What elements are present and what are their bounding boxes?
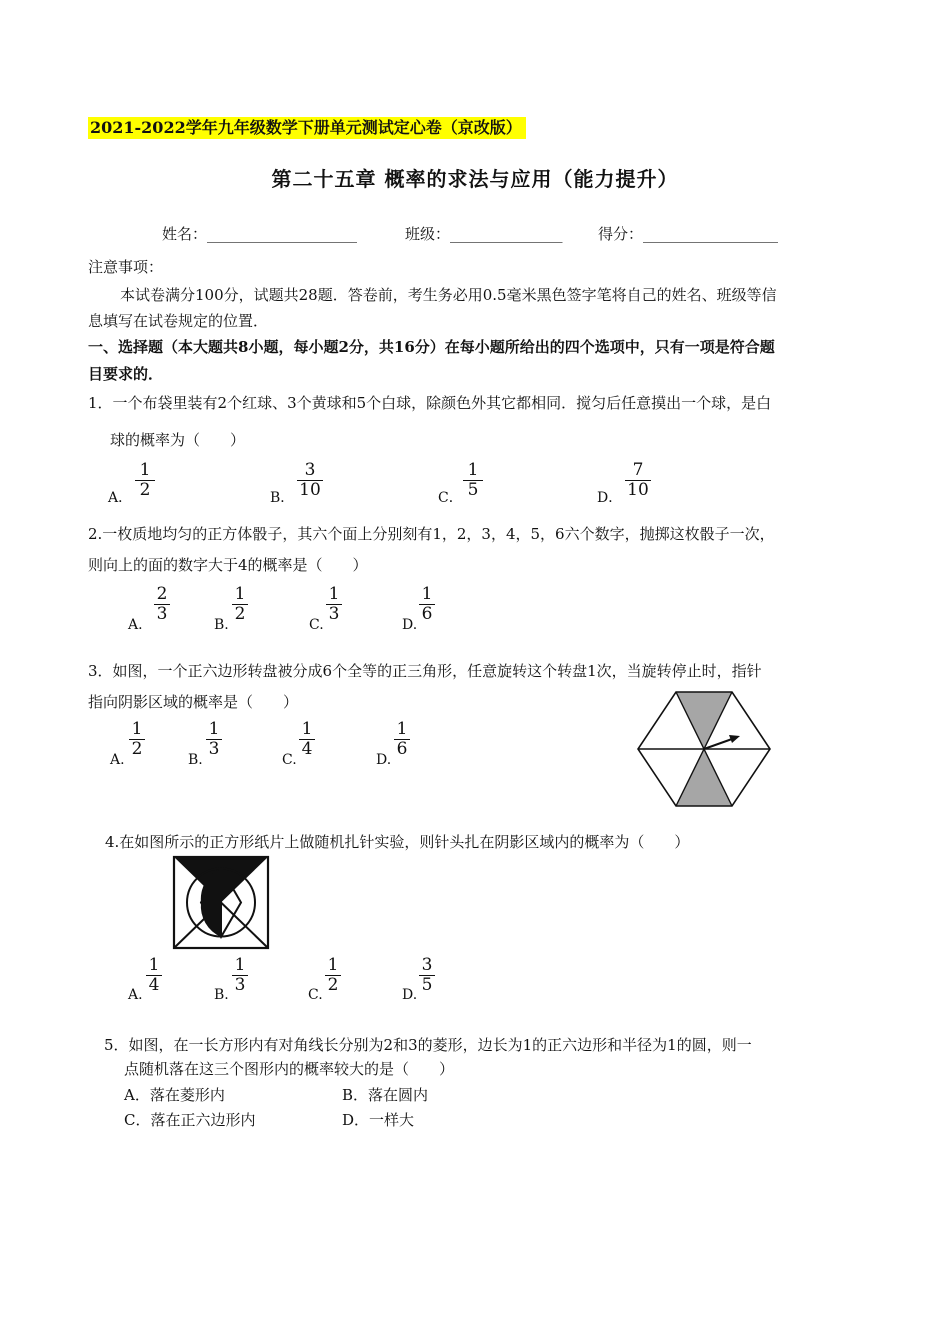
option-letter: C.	[308, 987, 323, 1003]
q5-stem-line-1: 5．如图，在一长方形内有对角线长分别为2和3的菱形，边长为1的正六边形和半径为1的圆，则一	[104, 1036, 752, 1054]
denominator: 4	[301, 739, 313, 759]
q1-stem-line-2: 球的概率为（ ）	[110, 431, 246, 449]
option-letter: B.	[214, 617, 229, 633]
notes-heading: 注意事项：	[88, 258, 164, 276]
shaded-triangle-top	[676, 692, 732, 749]
class-field[interactable]: 班级：_______________	[405, 225, 563, 243]
option-letter: A.	[110, 752, 125, 768]
notes-line-1: 本试卷满分100分，试题共28题．答卷前，考生务必用0.5毫米黑色签字笔将自己的姓名、班级等信	[120, 286, 777, 304]
option-letter: D.	[402, 617, 418, 633]
q5-option-b[interactable]: B．落在圆内	[342, 1086, 429, 1104]
option-letter: B.	[214, 987, 229, 1003]
denominator: 5	[467, 480, 479, 500]
q5-option-c[interactable]: C．落在正六边形内	[124, 1111, 256, 1129]
option-letter: B.	[188, 752, 203, 768]
option-letter: C．	[438, 490, 463, 506]
q1-stem-line-1: 1．一个布袋里装有2个红球、3个黄球和5个白球，除颜色外其它都相同．搅匀后任意摸出一个球，是白	[88, 394, 772, 412]
fraction	[418, 585, 436, 624]
denominator: 10	[299, 480, 321, 500]
numerator: 1	[328, 584, 340, 604]
numerator: 1	[208, 719, 220, 739]
numerator: 1	[234, 584, 246, 604]
numerator: 1	[396, 719, 408, 739]
q2-stem-line-2: 则向上的面的数字大于4的概率是（ ）	[88, 556, 368, 574]
name-field[interactable]: 姓名：____________________	[162, 225, 358, 243]
shaded-triangle-bottom	[676, 749, 732, 806]
denominator: 3	[156, 604, 168, 624]
fraction	[298, 720, 316, 759]
option-letter: D．	[597, 490, 623, 506]
denominator: 2	[327, 975, 339, 995]
q5-stem-line-2: 点随机落在这三个图形内的概率较大的是（ ）	[124, 1060, 455, 1078]
option-letter: D.	[376, 752, 392, 768]
fraction	[145, 956, 163, 995]
option-letter: A.	[128, 987, 143, 1003]
numerator: 1	[327, 955, 339, 975]
denominator: 10	[627, 480, 649, 500]
option-letter: B．	[270, 490, 295, 506]
hexagon-spinner-figure	[636, 690, 772, 808]
option-letter: A．	[108, 490, 133, 506]
pointer-arrowhead	[729, 735, 740, 743]
fraction	[128, 720, 146, 759]
option-letter: A.	[128, 617, 143, 633]
denominator: 3	[328, 604, 340, 624]
numerator: 1	[234, 955, 246, 975]
option-letter: D.	[402, 987, 418, 1003]
numerator: 1	[139, 460, 151, 480]
option-letter: C.	[282, 752, 297, 768]
q3-stem-line-2: 指向阴影区域的概率是（ ）	[88, 693, 299, 711]
numerator: 1	[467, 460, 479, 480]
square-circle-figure	[172, 855, 270, 950]
numerator: 1	[148, 955, 160, 975]
denominator: 2	[139, 480, 151, 500]
q5-option-d[interactable]: D．一样大	[342, 1111, 415, 1129]
fraction	[418, 956, 436, 995]
fraction	[324, 956, 342, 995]
notes-line-2: 息填写在试卷规定的位置．	[88, 312, 269, 330]
numerator: 3	[421, 955, 433, 975]
header-tag: 2021-2022学年九年级数学下册单元测试定心卷（京改版）	[88, 117, 526, 139]
page-title: 第二十五章 概率的求法与应用（能力提升）	[271, 167, 679, 191]
fraction	[462, 461, 484, 500]
fraction	[231, 585, 249, 624]
q3-stem-line-1: 3．如图，一个正六边形转盘被分成6个全等的正三角形，任意旋转这个转盘1次，当旋转停止时，指针	[88, 662, 762, 680]
denominator: 3	[234, 975, 246, 995]
fraction	[296, 461, 324, 500]
option-letter: C.	[309, 617, 324, 633]
q5-option-a[interactable]: A．落在菱形内	[124, 1086, 225, 1104]
denominator: 3	[208, 739, 220, 759]
numerator: 1	[131, 719, 143, 739]
denominator: 4	[148, 975, 160, 995]
section-heading-line-2: 目要求的．	[88, 365, 164, 383]
numerator: 3	[304, 460, 316, 480]
numerator: 1	[301, 719, 313, 739]
denominator: 5	[421, 975, 433, 995]
fraction	[325, 585, 343, 624]
q4-stem: 4.在如图所示的正方形纸片上做随机扎针实验，则针头扎在阴影区域内的概率为（ ）	[105, 833, 690, 851]
denominator: 2	[131, 739, 143, 759]
numerator: 1	[421, 584, 433, 604]
q2-stem-line-1: 2.一枚质地均匀的正方体骰子，其六个面上分别刻有1，2，3，4，5，6六个数字，抛掷这枚骰子一次，	[88, 525, 775, 543]
fraction	[624, 461, 652, 500]
score-field[interactable]: 得分：__________________	[598, 225, 779, 243]
fraction	[393, 720, 411, 759]
denominator: 2	[234, 604, 246, 624]
fraction	[231, 956, 249, 995]
fraction	[205, 720, 223, 759]
fraction	[134, 461, 156, 500]
denominator: 6	[396, 739, 408, 759]
numerator: 2	[156, 584, 168, 604]
numerator: 7	[632, 460, 644, 480]
fraction	[153, 585, 171, 624]
denominator: 6	[421, 604, 433, 624]
section-heading-line-1: 一、选择题（本大题共8小题，每小题2分，共16分）在每小题所给出的四个选项中，只有一项是符合题	[88, 338, 775, 356]
